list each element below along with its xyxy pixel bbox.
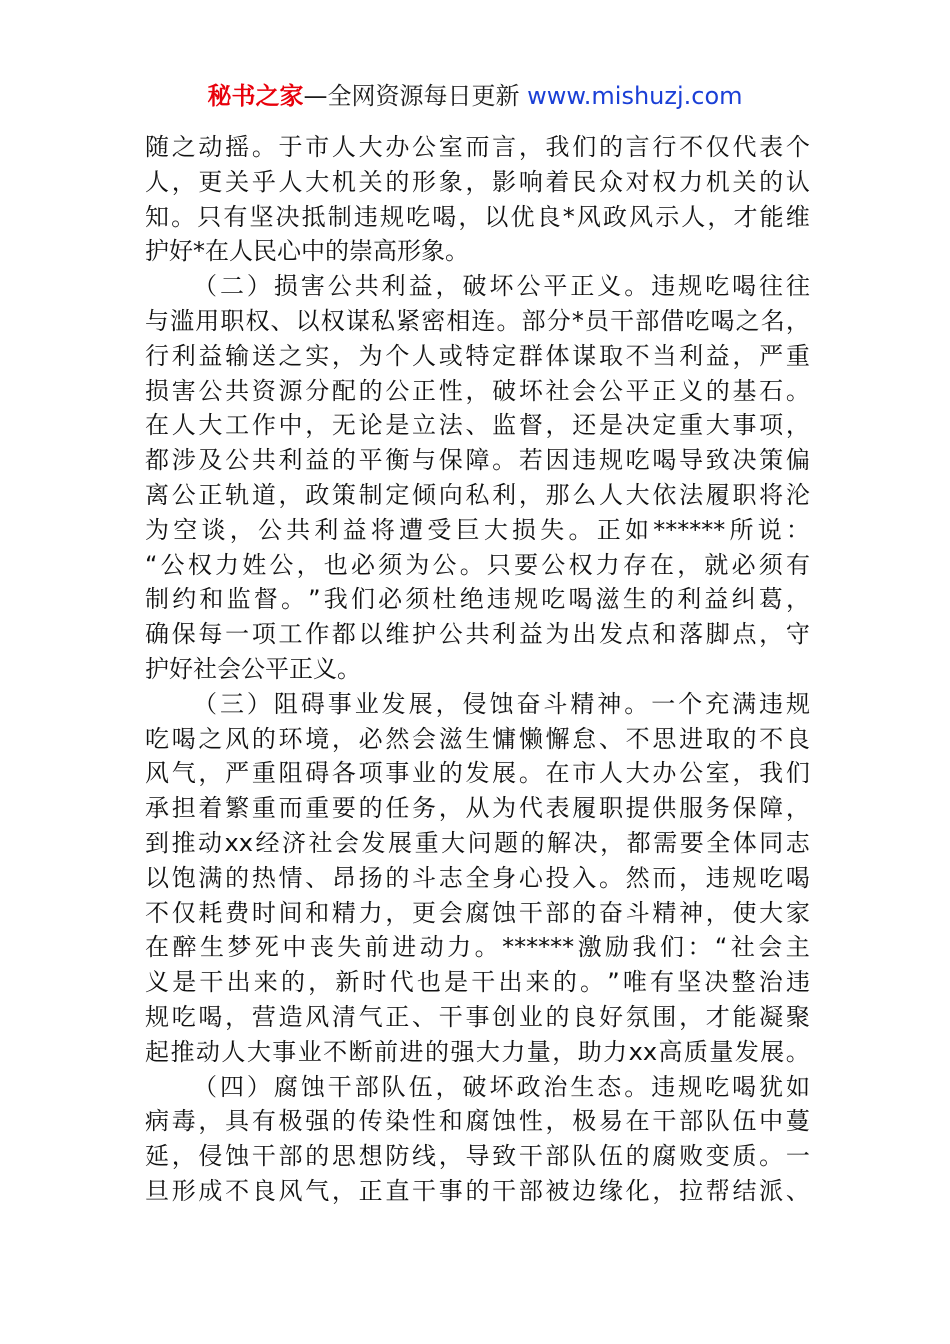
text-line: 到 推 动 xx 经 济 社 会 发 展 重 大 问 题 的 解 决 ， 都 需 要 全 体 同 志: [145, 828, 810, 857]
text-line: 不 仅 耗 费 时 间 和 精 力 ， 更 会 腐 蚀 干 部 的 奋 斗 精 神 ， 使 大 家: [145, 898, 810, 927]
text-line: （ 二 ） 损 害 公 共 利 益 ， 破 坏 公 平 正 义 。 违 规 吃 喝 往 往: [193, 272, 810, 301]
text-line: 确 保 每 一 项 工 作 都 以 维 护 公 共 利 益 为 出 发 点 和 落 脚 点 ， 守: [145, 620, 810, 649]
header-brand: 秘书之家: [207, 82, 304, 110]
text-line: 旦 形 成 不 良 风 气 ， 正 直 干 事 的 干 部 被 边 缘 化 ， 拉 帮 结 派 、: [145, 1176, 810, 1205]
text-line: 以 饱 满 的 热 情 、 昂 扬 的 斗 志 全 身 心 投 入 。 然 而 ， 违 规 吃 喝: [145, 863, 810, 892]
text-line: 与 滥 用 职 权 、 以 权 谋 私 紧 密 相 连 。 部 分 * 员 干 部 借 吃 喝 之 名 ，: [145, 306, 810, 335]
text-line: 护好社会公平正义。: [145, 654, 361, 683]
text-line: 承 担 着 繁 重 而 重 要 的 任 务 ， 从 为 代 表 履 职 提 供 服 务 保 障 ，: [145, 794, 810, 823]
text-line: 行 利 益 输 送 之 实 ， 为 个 人 或 特 定 群 体 谋 取 不 当 利 益 ， 严 重: [145, 341, 810, 370]
header-tagline: —全网资源每日更新: [303, 82, 520, 110]
text-line: 都 涉 及 公 共 利 益 的 平 衡 与 保 障 。 若 因 违 规 吃 喝 导 致 决 策 偏: [145, 446, 810, 475]
text-line: 起 推 动 人 大 事 业 不 断 前 进 的 强 大 力 量 ， 助 力 xx 高 质 量 发 展 。: [145, 1037, 810, 1066]
text-line: 吃 喝 之 风 的 环 境 ， 必 然 会 滋 生 慵 懒 懈 怠 、 不 思 进 取 的 不 良: [145, 724, 810, 753]
text-line: “ 公 权 力 姓 公 ， 也 必 须 为 公 。 只 要 公 权 力 存 在 ， 就 必 须 有: [145, 550, 810, 579]
text-line: 护好*在人民心中的崇高形象。: [145, 237, 469, 266]
text-line: 规 吃 喝 ， 营 造 风 清 气 正 、 干 事 创 业 的 良 好 氛 围 ， 才 能 凝 聚: [145, 1002, 810, 1031]
text-line: 制 约 和 监 督 。 ” 我 们 必 须 杜 绝 违 规 吃 喝 滋 生 的 利 益 纠 葛 ，: [145, 585, 810, 614]
text-line: 人 ， 更 关 乎 人 大 机 关 的 形 象 ， 影 响 着 民 众 对 权 力 机 关 的 认: [145, 167, 810, 196]
text-line: 知 。 只 有 坚 决 抵 制 违 规 吃 喝 ， 以 优 良 * 风 政 风 示 人 ， 才 能 维: [145, 202, 810, 231]
text-line: 随 之 动 摇 。 于 市 人 大 办 公 室 而 言 ， 我 们 的 言 行 不 仅 代 表 个: [145, 133, 810, 161]
text-line: （ 三 ） 阻 碍 事 业 发 展 ， 侵 蚀 奋 斗 精 神 。 一 个 充 满 违 规: [193, 689, 810, 718]
text-line: 在 醉 生 梦 死 中 丧 失 前 进 动 力 。 ****** 激 励 我 们 ： “ 社 会 主: [145, 933, 810, 962]
text-line: 离 公 正 轨 道 ， 政 策 制 定 倾 向 私 利 ， 那 么 人 大 依 法 履 职 将 沦: [145, 480, 810, 509]
text-line: 在 人 大 工 作 中 ， 无 论 是 立 法 、 监 督 ， 还 是 决 定 重 大 事 项 ，: [145, 411, 810, 440]
text-line: 风 气 ， 严 重 阻 碍 各 项 事 业 的 发 展 。 在 市 人 大 办 公 室 ， 我 们: [145, 759, 810, 788]
page-header: [0, 80, 950, 112]
text-line: 延 ， 侵 蚀 干 部 的 思 想 防 线 ， 导 致 干 部 队 伍 的 腐 败 变 质 。 一: [145, 1142, 810, 1171]
text-line: 义 是 干 出 来 的 ， 新 时 代 也 是 干 出 来 的 。 ” 唯 有 坚 决 整 治 违: [145, 968, 810, 997]
text-line: 病 毒 ， 具 有 极 强 的 传 染 性 和 腐 蚀 性 ， 极 易 在 干 部 队 伍 中 蔓: [145, 1107, 810, 1136]
document-body: [145, 130, 810, 1209]
text-line: 损 害 公 共 资 源 分 配 的 公 正 性 ， 破 坏 社 会 公 平 正 义 的 基 石 。: [145, 376, 810, 405]
text-line: （ 四 ） 腐 蚀 干 部 队 伍 ， 破 坏 政 治 生 态 。 违 规 吃 喝 犹 如: [193, 1072, 810, 1101]
header-url-link[interactable]: www.mishuzj.com: [527, 82, 743, 110]
text-line: 为 空 谈 ， 公 共 利 益 将 遭 受 巨 大 损 失 。 正 如 ****** 所 说 ：: [145, 515, 810, 544]
